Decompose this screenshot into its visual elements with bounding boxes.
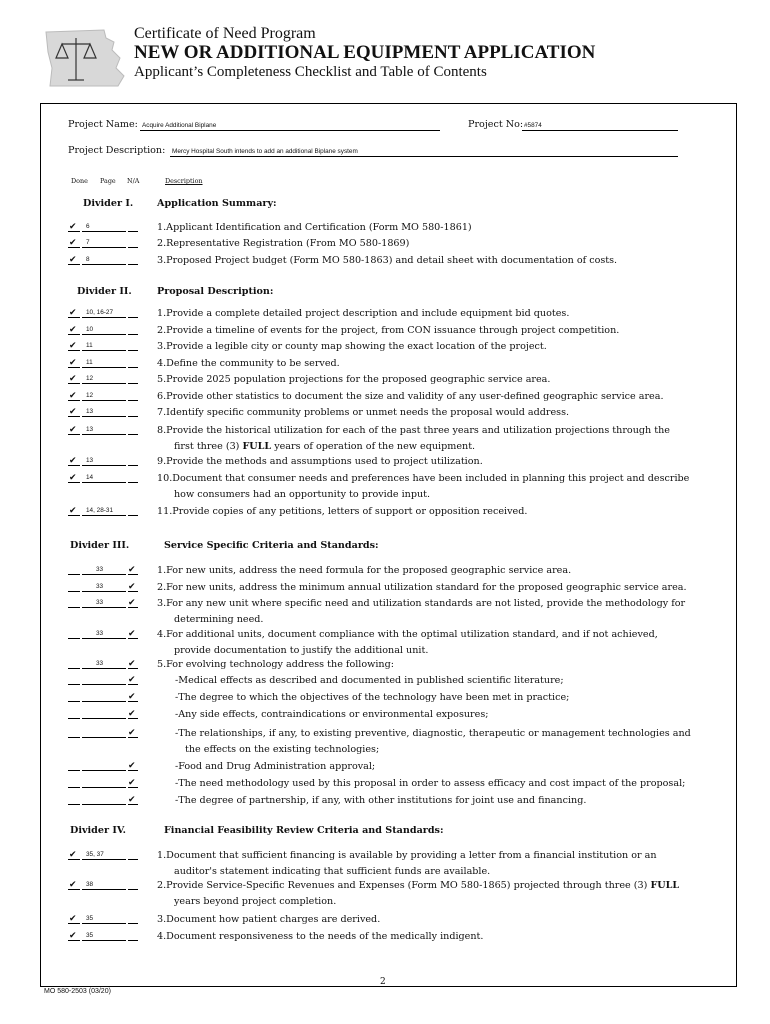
checklist-item-description: [175, 707, 488, 723]
item-text-line: For new units, address the minimum annual utilization standard for the proposed geographic service area.: [166, 582, 687, 593]
application-title: NEW OR ADDITIONAL EQUIPMENT APPLICATION: [134, 42, 596, 63]
na-blank: [128, 334, 138, 335]
done-checkmark-icon: ✔: [69, 473, 77, 483]
page-blank: [82, 515, 126, 516]
item-text-line: provide documentation to justify the additional unit.: [174, 645, 429, 656]
na-checkmark-icon: ✔: [128, 709, 136, 719]
page-blank: [82, 231, 126, 232]
project-description-field[interactable]: [170, 146, 678, 157]
divider-2-title: Proposal Description:: [157, 286, 274, 297]
checklist-item-description: [157, 220, 472, 236]
na-checkmark-icon: ✔: [128, 778, 136, 788]
done-checkmark-icon: ✔: [69, 391, 77, 401]
page-blank: [82, 859, 126, 860]
na-blank: [128, 465, 138, 466]
item-number: 4.: [157, 629, 167, 640]
page-blank: [82, 804, 126, 805]
page-blank: [82, 317, 126, 318]
checklist-item-description: [157, 848, 657, 880]
checklist-row-status[interactable]: [68, 473, 140, 483]
missouri-seal-logo: [44, 28, 126, 88]
item-text-line: first three (3) FULL years of operation of the new equipment.: [174, 441, 476, 452]
na-blank: [128, 231, 138, 232]
page-reference: 12: [86, 375, 94, 382]
page-blank: [82, 668, 126, 669]
page-reference: 33: [96, 630, 104, 637]
done-checkmark-icon: ✔: [69, 255, 77, 265]
page-number: 2: [380, 977, 386, 987]
program-title: Certificate of Need Program: [134, 25, 316, 42]
item-text-line: For evolving technology address the following:: [166, 659, 394, 670]
item-text-line: Define the community to be served.: [166, 358, 340, 369]
done-checkmark-icon: ✔: [69, 425, 77, 435]
checklist-item-description: [175, 690, 569, 706]
item-text-line: Provide Service-Specific Revenues and Expenses (Form MO 580-1865) projected through three (3) FULL: [166, 880, 680, 891]
page-blank: [82, 591, 126, 592]
done-checkmark-icon: ✔: [69, 931, 77, 941]
checklist-row-status[interactable]: [68, 425, 140, 435]
item-number: -: [175, 761, 179, 772]
item-number: -: [175, 675, 179, 686]
page-reference: 6: [86, 223, 90, 230]
checklist-row-status[interactable]: [68, 795, 140, 805]
page-reference: 8: [86, 256, 90, 263]
done-blank: [68, 787, 80, 788]
page-blank: [82, 367, 126, 368]
project-no-value: #5874: [524, 122, 542, 129]
item-text-line: Provide the methods and assumptions used to project utilization.: [166, 456, 483, 467]
item-text-line: Document how patient charges are derived.: [166, 914, 381, 925]
na-checkmark-icon: ✔: [128, 728, 136, 738]
page-reference: 38: [86, 881, 94, 888]
item-text-line: The need methodology used by this proposal in order to assess efficacy and cost impact of the proposal;: [178, 778, 686, 789]
done-checkmark-icon: ✔: [69, 850, 77, 860]
checklist-row-status[interactable]: [68, 341, 140, 351]
done-blank: [68, 638, 80, 639]
page-reference: 13: [86, 457, 94, 464]
checklist-item-description: [157, 878, 679, 910]
checklist-item-description: [157, 912, 380, 928]
item-number: 6.: [157, 391, 167, 402]
page-blank: [82, 770, 126, 771]
done-checkmark-icon: ✔: [69, 914, 77, 924]
item-text-line: Document that consumer needs and preferences have been included in planning this project and describe: [172, 473, 690, 484]
done-checkmark-icon: ✔: [69, 341, 77, 351]
na-checkmark-icon: ✔: [128, 761, 136, 771]
page-blank: [82, 787, 126, 788]
item-number: -: [175, 692, 179, 703]
checklist-item-description: [157, 563, 571, 579]
item-number: 9.: [157, 456, 167, 467]
item-number: -: [175, 709, 179, 720]
done-blank: [68, 591, 80, 592]
checklist-item-description: [157, 389, 664, 405]
checklist-item-description: [157, 504, 527, 520]
checklist-row-status[interactable]: [68, 931, 140, 941]
item-text-line: determining need.: [174, 614, 264, 625]
item-number: 1.: [157, 565, 167, 576]
item-text-line: the effects on the existing technologies;: [185, 744, 380, 755]
divider-4-title: Financial Feasibility Review Criteria and Standards:: [164, 825, 444, 836]
project-no-label: Project No:: [468, 119, 524, 130]
page-blank: [82, 718, 126, 719]
item-text-line: Proposed Project budget (Form MO 580-1863) and detail sheet with documentation of costs.: [166, 255, 618, 266]
item-number: -: [175, 728, 179, 739]
item-text-line: Document responsiveness to the needs of the medically indigent.: [166, 931, 484, 942]
page-reference: 10, 16-27: [86, 309, 114, 316]
checklist-item-description: [157, 306, 569, 322]
done-checkmark-icon: ✔: [69, 325, 77, 335]
checklist-row-status[interactable]: [68, 456, 140, 466]
item-number: 2.: [157, 238, 167, 249]
divider-1-label: Divider I.: [83, 198, 134, 209]
page-blank: [82, 574, 126, 575]
page-blank: [82, 350, 126, 351]
divider-2-label: Divider II.: [77, 286, 132, 297]
checklist-item-description: [157, 356, 340, 372]
na-checkmark-icon: ✔: [128, 795, 136, 805]
item-number: 8.: [157, 425, 167, 436]
page-blank: [82, 940, 126, 941]
page-reference: 14, 28-31: [86, 507, 114, 514]
item-number: 3.: [157, 255, 167, 266]
checklist-row-status[interactable]: [68, 761, 140, 771]
na-blank: [128, 247, 138, 248]
item-text-line: Any side effects, contraindications or environmental exposures;: [178, 709, 489, 720]
item-number: 1.: [157, 850, 167, 861]
item-text-line: For any new unit where specific need and utilization standards are not listed, provide the methodology for: [166, 598, 686, 609]
page-blank: [82, 416, 126, 417]
checklist-row-status[interactable]: [68, 325, 140, 335]
item-number: 4.: [157, 931, 167, 942]
done-blank: [68, 718, 80, 719]
item-text-line: Food and Drug Administration approval;: [178, 761, 376, 772]
page-blank: [82, 400, 126, 401]
na-blank: [128, 859, 138, 860]
na-checkmark-icon: ✔: [128, 629, 136, 639]
checklist-item-description: [157, 454, 483, 470]
checklist-item-description: [175, 793, 586, 809]
item-text-line: Applicant Identification and Certification (Form MO 580-1861): [166, 222, 472, 233]
item-number: 3.: [157, 598, 167, 609]
done-blank: [68, 701, 80, 702]
item-number: 2.: [157, 582, 167, 593]
page-reference: 11: [86, 359, 93, 366]
divider-4-label: Divider IV.: [70, 825, 126, 836]
item-number: -: [175, 778, 179, 789]
item-text-line: Provide other statistics to document the size and validity of any user-defined geographic service area.: [166, 391, 664, 402]
page-blank: [82, 334, 126, 335]
checklist-row-status[interactable]: [68, 407, 140, 417]
checklist-item-description: [157, 323, 619, 339]
page-reference: 7: [86, 239, 90, 246]
checklist-row-status[interactable]: [68, 598, 140, 608]
item-text-line: Provide 2025 population projections for the proposed geographic service area.: [166, 374, 551, 385]
done-checkmark-icon: ✔: [69, 238, 77, 248]
done-blank: [68, 770, 80, 771]
item-text-line: Provide the historical utilization for each of the past three years and utilization projections through the: [166, 425, 670, 436]
done-checkmark-icon: ✔: [69, 407, 77, 417]
page-reference: 13: [86, 426, 94, 433]
column-done: Done: [71, 177, 88, 185]
checklist-row-status[interactable]: [68, 728, 140, 738]
page-reference: 35: [86, 932, 94, 939]
item-number: 5.: [157, 374, 167, 385]
checklist-item-description: [157, 929, 483, 945]
checklist-row-status[interactable]: [68, 880, 140, 890]
done-checkmark-icon: ✔: [69, 456, 77, 466]
done-checkmark-icon: ✔: [69, 308, 77, 318]
done-checkmark-icon: ✔: [69, 222, 77, 232]
item-number: 10.: [157, 473, 173, 484]
done-checkmark-icon: ✔: [69, 358, 77, 368]
na-blank: [128, 264, 138, 265]
checklist-item-description: [157, 372, 550, 388]
page-blank: [82, 264, 126, 265]
page-blank: [82, 607, 126, 608]
page-reference: 33: [96, 660, 104, 667]
page-reference: 33: [96, 599, 104, 606]
checklist-row-status[interactable]: [68, 358, 140, 368]
na-checkmark-icon: ✔: [128, 565, 136, 575]
page-blank: [82, 434, 126, 435]
item-number: 2.: [157, 325, 167, 336]
checklist-row-status[interactable]: [68, 506, 140, 516]
item-text-line: Provide a timeline of events for the project, from CON issuance through project competition.: [166, 325, 620, 336]
project-no-field[interactable]: [522, 120, 678, 131]
column-description: Description: [165, 177, 203, 185]
done-blank: [68, 684, 80, 685]
project-name-label: Project Name:: [68, 119, 138, 130]
item-text-line: Representative Registration (From MO 580-1869): [166, 238, 410, 249]
checklist-row-status[interactable]: [68, 692, 140, 702]
na-blank: [128, 482, 138, 483]
item-text-line: The relationships, if any, to existing preventive, diagnostic, therapeutic or management technologies and: [178, 728, 691, 739]
checklist-row-status[interactable]: [68, 778, 140, 788]
project-description-value: Mercy Hospital South intends to add an additional Biplane system: [172, 148, 358, 155]
item-text-line: Provide a legible city or county map showing the exact location of the project.: [166, 341, 547, 352]
done-checkmark-icon: ✔: [69, 374, 77, 384]
checklist-item-description: [157, 627, 658, 659]
checklist-item-description: [157, 405, 569, 421]
page-blank: [82, 889, 126, 890]
item-text-line: Medical effects as described and documented in published scientific literature;: [178, 675, 564, 686]
checklist-item-description: [157, 339, 547, 355]
done-blank: [68, 668, 80, 669]
checklist-item-description: [157, 580, 687, 596]
item-number: 4.: [157, 358, 167, 369]
item-text-line: years beyond project completion.: [174, 896, 337, 907]
na-blank: [128, 416, 138, 417]
divider-3-title: Service Specific Criteria and Standards:: [164, 540, 379, 551]
checklist-item-description: [175, 759, 375, 775]
page-blank: [82, 638, 126, 639]
checklist-item-description: [157, 423, 670, 455]
na-blank: [128, 515, 138, 516]
page-blank: [82, 684, 126, 685]
na-checkmark-icon: ✔: [128, 598, 136, 608]
divider-1-title: Application Summary:: [157, 198, 277, 209]
checklist-item-description: [157, 253, 617, 269]
divider-3-label: Divider III.: [70, 540, 130, 551]
item-text-line: Provide copies of any petitions, letters of support or opposition received.: [172, 506, 528, 517]
done-checkmark-icon: ✔: [69, 880, 77, 890]
page-reference: 35, 37: [86, 851, 104, 858]
checklist-row-status[interactable]: [68, 582, 140, 592]
form-number: MO 580-2503 (03/20): [44, 988, 111, 995]
na-checkmark-icon: ✔: [128, 659, 136, 669]
na-blank: [128, 923, 138, 924]
item-text-line: For new units, address the need formula for the proposed geographic service area.: [166, 565, 572, 576]
na-checkmark-icon: ✔: [128, 692, 136, 702]
na-blank: [128, 889, 138, 890]
page-reference: 10: [86, 326, 94, 333]
done-blank: [68, 804, 80, 805]
item-number: 3.: [157, 341, 167, 352]
checklist-subtitle: Applicant’s Completeness Checklist and Table of Contents: [134, 64, 487, 80]
item-number: 2.: [157, 880, 167, 891]
na-blank: [128, 317, 138, 318]
item-number: -: [175, 795, 179, 806]
item-text-line: Document that sufficient financing is available by providing a letter from a financial institution or an: [166, 850, 657, 861]
page-reference: 13: [86, 408, 94, 415]
checklist-row-status[interactable]: [68, 565, 140, 575]
done-blank: [68, 574, 80, 575]
checklist-row-status[interactable]: [68, 222, 140, 232]
item-text-line: how consumers had an opportunity to provide input.: [174, 489, 431, 500]
project-name-value: Acquire Additional Biplane: [142, 122, 217, 129]
project-description-label: Project Description:: [68, 145, 166, 156]
page-blank: [82, 737, 126, 738]
item-number: 11.: [157, 506, 173, 517]
item-text-line: Provide a complete detailed project description and include equipment bid quotes.: [166, 308, 570, 319]
checklist-row-status[interactable]: [68, 238, 140, 248]
item-text-line: The degree of partnership, if any, with other institutions for joint use and financing.: [178, 795, 587, 806]
checklist-item-description: [175, 776, 685, 792]
checklist-item-description: [157, 471, 689, 503]
na-blank: [128, 383, 138, 384]
checklist-row-status[interactable]: [68, 255, 140, 265]
checklist-row-status[interactable]: [68, 675, 140, 685]
column-na: N/A: [127, 177, 140, 185]
page-blank: [82, 923, 126, 924]
item-text-line: For additional units, document compliance with the optimal utilization standard, and if not achieved,: [166, 629, 658, 640]
na-checkmark-icon: ✔: [128, 675, 136, 685]
page-blank: [82, 701, 126, 702]
checklist-row-status[interactable]: [68, 629, 140, 639]
item-number: 1.: [157, 222, 167, 233]
page-reference: 33: [96, 566, 104, 573]
done-checkmark-icon: ✔: [69, 506, 77, 516]
page-blank: [82, 482, 126, 483]
column-page: Page: [100, 177, 116, 185]
checklist-row-status[interactable]: [68, 709, 140, 719]
na-blank: [128, 940, 138, 941]
checklist-row-status[interactable]: [68, 374, 140, 384]
page-blank: [82, 465, 126, 466]
done-blank: [68, 607, 80, 608]
item-number: 7.: [157, 407, 167, 418]
checklist-item-description: [157, 657, 394, 673]
checklist-row-status[interactable]: [68, 308, 140, 318]
checklist-row-status[interactable]: [68, 850, 140, 860]
page-blank: [82, 247, 126, 248]
na-blank: [128, 367, 138, 368]
page-reference: 12: [86, 392, 94, 399]
item-number: 1.: [157, 308, 167, 319]
checklist-row-status[interactable]: [68, 391, 140, 401]
page-reference: 11: [86, 342, 93, 349]
checklist-item-description: [157, 236, 409, 252]
checklist-row-status[interactable]: [68, 659, 140, 669]
page-reference: 14: [86, 474, 94, 481]
project-name-field[interactable]: [140, 120, 440, 131]
done-blank: [68, 737, 80, 738]
page-reference: 33: [96, 583, 104, 590]
checklist-item-description: [157, 596, 685, 628]
item-text-line: The degree to which the objectives of the technology have been met in practice;: [178, 692, 570, 703]
na-blank: [128, 400, 138, 401]
na-blank: [128, 350, 138, 351]
item-number: 3.: [157, 914, 167, 925]
checklist-row-status[interactable]: [68, 914, 140, 924]
na-blank: [128, 434, 138, 435]
checklist-item-description: [175, 673, 564, 689]
page-blank: [82, 383, 126, 384]
item-text-line: Identify specific community problems or unmet needs the proposal would address.: [166, 407, 570, 418]
item-number: 5.: [157, 659, 167, 670]
page-reference: 35: [86, 915, 94, 922]
item-text-line: auditor's statement indicating that sufficient funds are available.: [174, 866, 491, 877]
na-checkmark-icon: ✔: [128, 582, 136, 592]
checklist-item-description: [175, 726, 691, 758]
